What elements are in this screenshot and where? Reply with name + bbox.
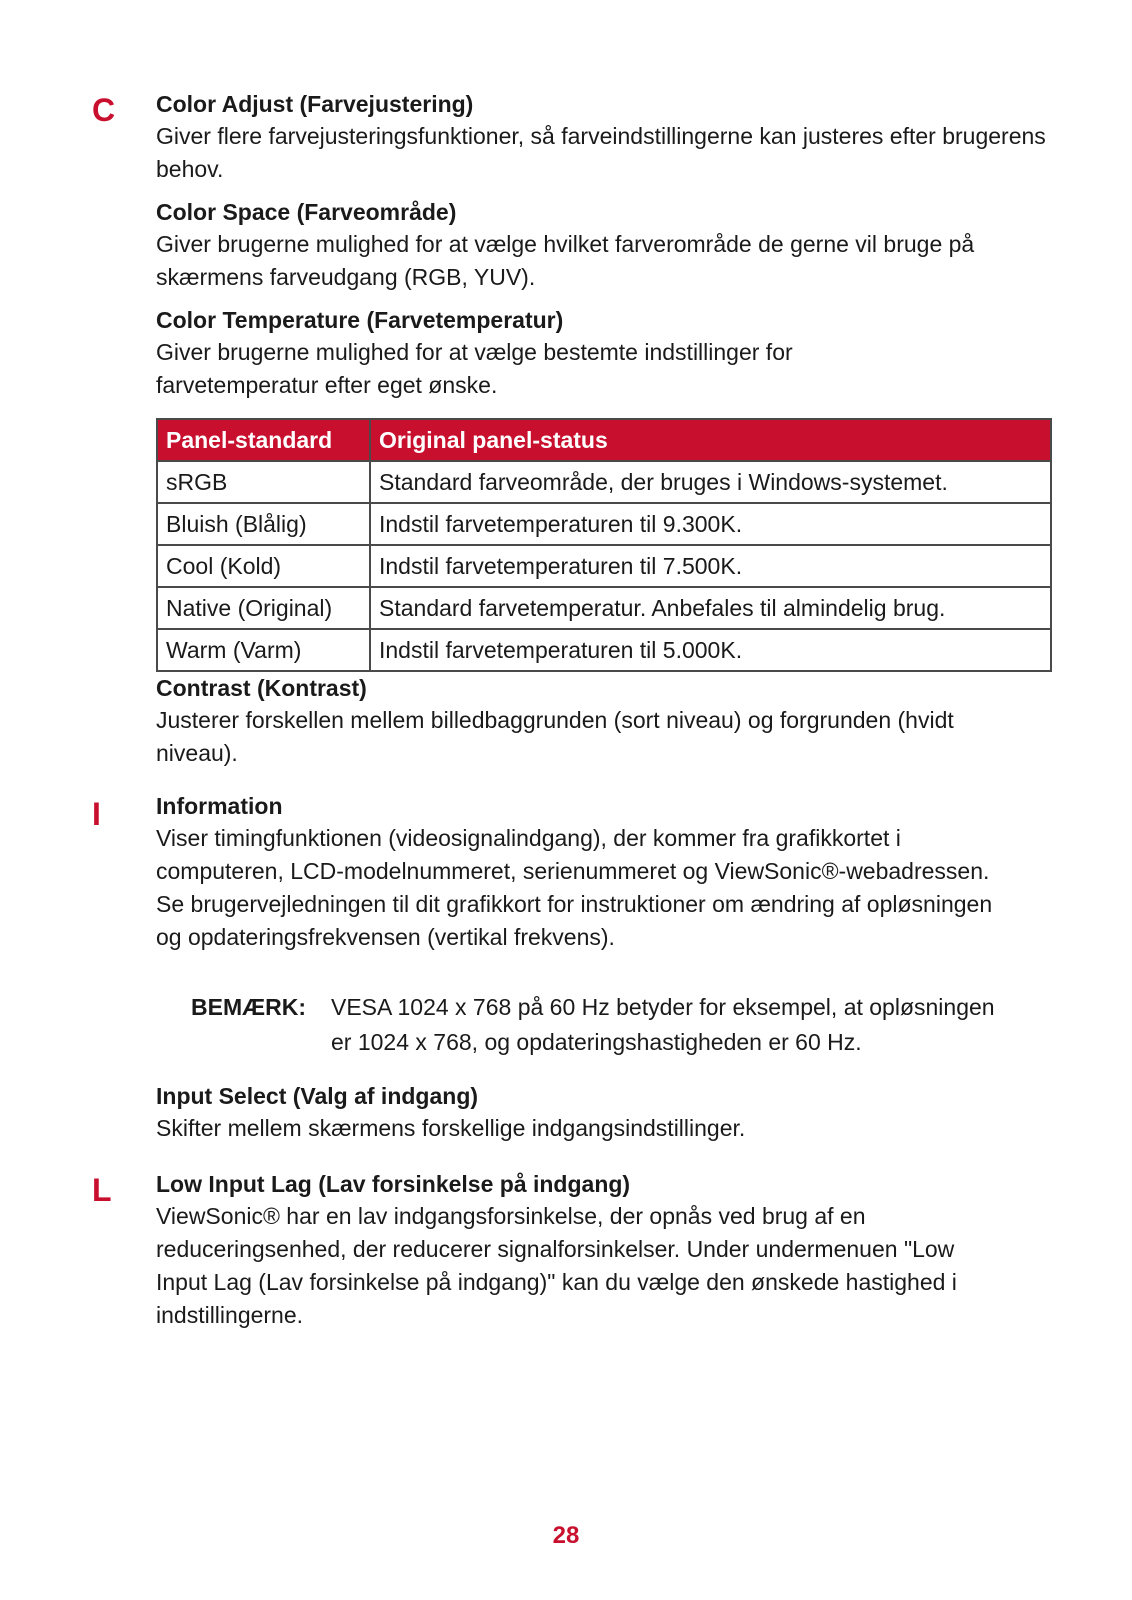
table-cell: sRGB — [157, 461, 370, 503]
entry-title: Color Adjust (Farvejustering) — [156, 91, 474, 117]
entry-text: Giver brugerne mulighed for at vælge hvilket farverområde de gerne vil bruge på skærmens farveudgang (RGB, YUV). — [156, 231, 975, 290]
table-cell: Indstil farvetemperaturen til 5.000K. — [370, 629, 1051, 671]
entry-information — [156, 790, 1056, 954]
table-row — [157, 587, 1051, 629]
entry-title: Color Space (Farveområde) — [156, 199, 457, 225]
note-text: VESA 1024 x 768 på 60 Hz betyder for eksempel, at opløsningen er 1024 x 768, og opdateringshastigheden er 60 Hz. — [331, 994, 995, 1055]
entry-color-adjust — [156, 88, 1056, 186]
table-row — [157, 629, 1051, 671]
table-header-cell: Panel-standard — [157, 419, 370, 461]
entry-title: Input Select (Valg af indgang) — [156, 1083, 479, 1109]
entry-text: Giver brugerne mulighed for at vælge bestemte indstillinger for farvetemperatur efter eget ønske. — [156, 339, 793, 398]
entry-title: Contrast (Kontrast) — [156, 675, 367, 701]
page-number: 28 — [552, 1522, 580, 1549]
table-row — [157, 545, 1051, 587]
table-cell: Native (Original) — [157, 587, 370, 629]
table-cell: Standard farveområde, der bruges i Windows-systemet. — [370, 461, 1051, 503]
entry-text: ViewSonic® har en lav indgangsforsinkelse, der opnås ved brug af en reduceringsenhed, der reducerer signalforsinkelser. Under undermenuen "Low Input Lag (Lav forsinkelse på indgang)" kan du vælge den ønskede hastighed i indstillingerne. — [156, 1203, 957, 1328]
table-cell: Cool (Kold) — [157, 545, 370, 587]
entry-text: Skifter mellem skærmens forskellige indgangsindstillinger. — [156, 1115, 746, 1141]
entry-input-select — [156, 1080, 1056, 1145]
table-cell: Indstil farvetemperaturen til 9.300K. — [370, 503, 1051, 545]
entry-color-space — [156, 196, 1056, 294]
entry-title: Low Input Lag (Lav forsinkelse på indgang) — [156, 1171, 631, 1197]
entry-color-temperature — [156, 304, 1056, 402]
note-label: BEMÆRK: — [191, 994, 306, 1020]
color-temperature-table — [156, 418, 1052, 672]
entry-contrast — [156, 672, 1056, 770]
entry-title: Information — [156, 793, 283, 819]
entry-text: Justerer forskellen mellem billedbaggrunden (sort niveau) og forgrunden (hvidt niveau). — [156, 707, 954, 766]
table-cell: Bluish (Blålig) — [157, 503, 370, 545]
table-cell: Indstil farvetemperaturen til 7.500K. — [370, 545, 1051, 587]
entry-text: Giver flere farvejusteringsfunktioner, så farveindstillingerne kan justeres efter brugerens behov. — [156, 123, 1046, 182]
section-letter-l: L — [92, 1172, 112, 1208]
entry-low-input-lag — [156, 1168, 1056, 1332]
table-row — [157, 461, 1051, 503]
table-cell: Warm (Varm) — [157, 629, 370, 671]
entry-title: Color Temperature (Farvetemperatur) — [156, 307, 564, 333]
table-row — [157, 503, 1051, 545]
table-header-cell: Original panel-status — [370, 419, 1051, 461]
table-cell: Standard farvetemperatur. Anbefales til almindelig brug. — [370, 587, 1051, 629]
entry-text: Viser timingfunktionen (videosignalindgang), der kommer fra grafikkortet i computeren, LCD-modelnummeret, serienummeret og ViewSonic®-webadressen. Se brugervejledningen til dit grafikkort for instruktioner om ændring af opløsningen og opdateringsfrekvensen (vertikal frekvens). — [156, 825, 993, 950]
table-header-row — [157, 419, 1051, 461]
section-letter-c: C — [92, 92, 116, 128]
section-letter-i: I — [92, 796, 101, 832]
